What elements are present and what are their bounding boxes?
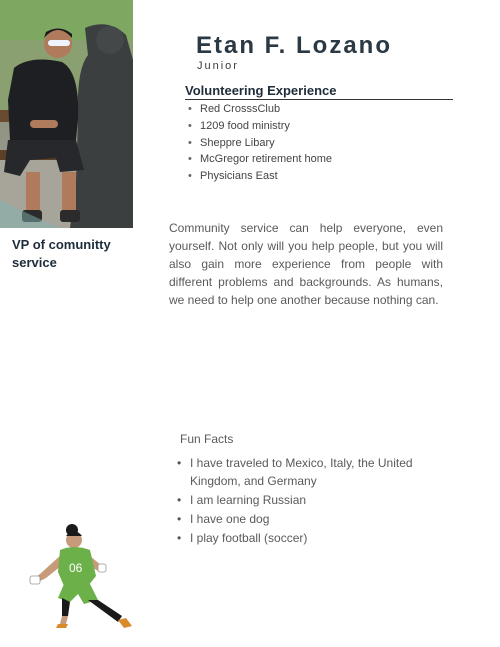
profile-photo bbox=[0, 0, 133, 228]
list-item: • I am learning Russian bbox=[176, 491, 443, 509]
list-item: • Sheppre Libary bbox=[186, 135, 446, 152]
volunteering-list bbox=[186, 101, 446, 185]
list-item: • I have traveled to Mexico, Italy, the United Kingdom, and Germany bbox=[176, 454, 443, 490]
list-item: • Red CrosssClub bbox=[186, 101, 446, 118]
fun-facts-heading: Fun Facts bbox=[180, 432, 234, 446]
statement-paragraph: Community service can help everyone, even yourself. Not only will you help people, but you will also gain more experience from people with different problems and backgrounds. As humans, we need to help one another because nothing can. bbox=[169, 221, 443, 307]
list-item: • I play football (soccer) bbox=[176, 529, 443, 547]
person-name: Etan F. Lozano bbox=[196, 32, 392, 59]
role-title: VP of comunitty service bbox=[12, 237, 111, 270]
jersey-number: 06 bbox=[69, 561, 83, 575]
volunteering-heading: Volunteering Experience bbox=[185, 83, 453, 100]
list-item: • McGregor retirement home bbox=[186, 151, 446, 168]
list-item: • Physicians East bbox=[186, 168, 446, 185]
fun-facts-list bbox=[176, 454, 443, 548]
soccer-player-illustration bbox=[26, 520, 146, 632]
grade-level: Junior bbox=[197, 60, 239, 72]
list-item: • I have one dog bbox=[176, 510, 443, 528]
list-item: • 1209 food ministry bbox=[186, 118, 446, 135]
